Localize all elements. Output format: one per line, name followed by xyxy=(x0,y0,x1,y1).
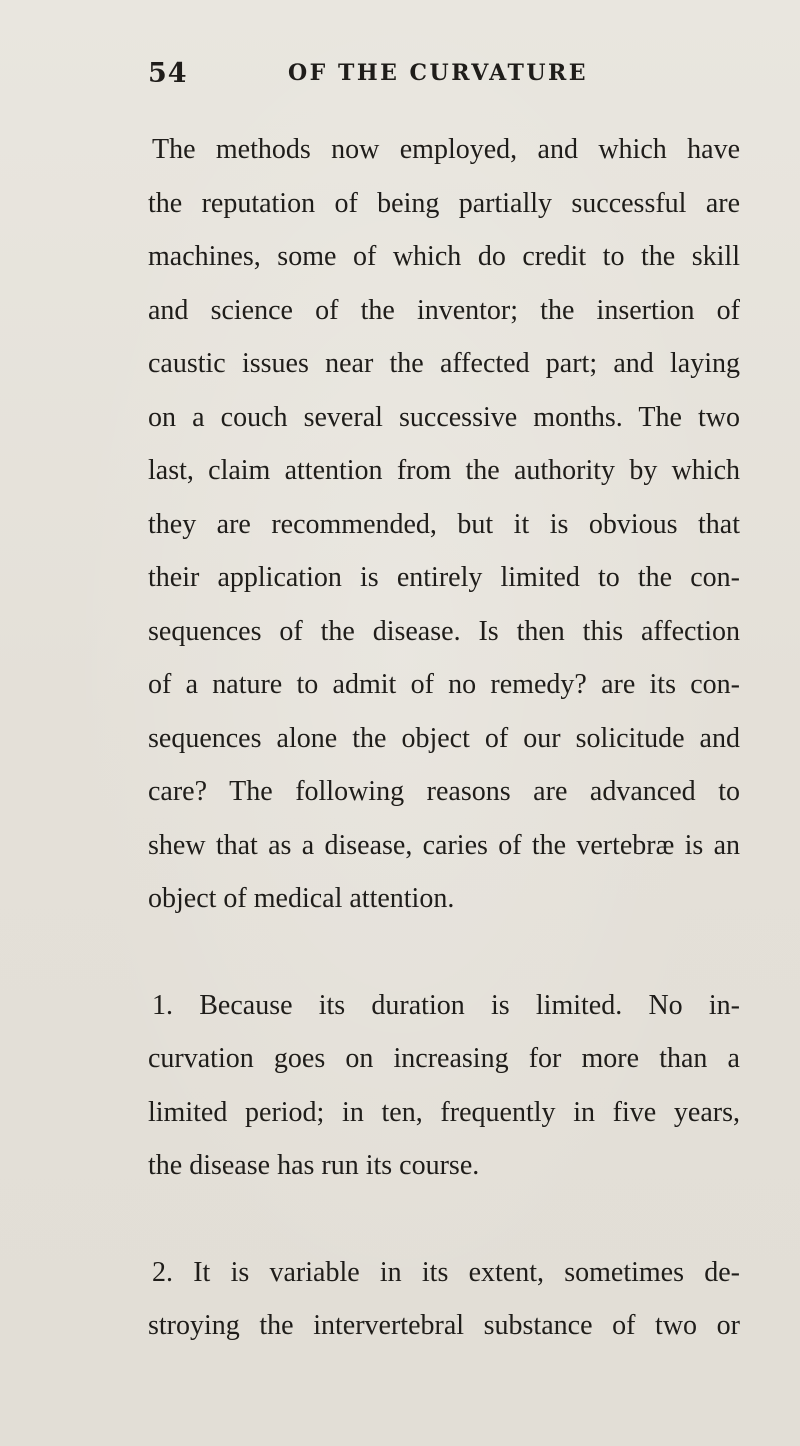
text-line: sequences of the disease. Is then this affection xyxy=(148,615,740,647)
page-number: 54 xyxy=(148,58,188,89)
text-line: machines, some of which do credit to the skill xyxy=(148,241,740,272)
text-line: of a nature to admit of no remedy? are its con- xyxy=(148,669,740,700)
text-line: their application is entirely limited to the con- xyxy=(148,562,740,593)
text-line: they are recommended, but it is obvious that xyxy=(148,508,740,540)
text-line: object of medical attention. xyxy=(148,883,455,914)
body-text xyxy=(148,123,740,1353)
paragraph-gap xyxy=(148,1193,740,1246)
paragraph-methods xyxy=(148,123,740,926)
text-line: shew that as a disease, caries of the vertebræ is an xyxy=(148,829,740,861)
paragraph-reason-2 xyxy=(148,1246,740,1353)
text-line: 2. It is variable in its extent, sometimes de- xyxy=(152,1256,740,1288)
text-line: the disease has run its course. xyxy=(148,1150,480,1181)
text-line: last, claim attention from the authority by which xyxy=(148,455,740,486)
text-line: 1. Because its duration is limited. No in- xyxy=(152,989,740,1021)
text-line: on a couch several successive months. The two xyxy=(148,401,740,433)
text-line: curvation goes on increasing for more than a xyxy=(148,1043,740,1074)
text-line: and science of the inventor; the insertion of xyxy=(148,294,740,326)
text-line: limited period; in ten, frequently in five years, xyxy=(148,1096,740,1128)
text-line: caustic issues near the affected part; and laying xyxy=(148,348,740,379)
text-line: stroying the intervertebral substance of two or xyxy=(148,1310,740,1341)
text-line: the reputation of being partially successful are xyxy=(148,187,740,219)
text-line: The methods now employed, and which have xyxy=(152,134,740,165)
paragraph-reason-1 xyxy=(148,979,740,1193)
text-line: sequences alone the object of our solicitude and xyxy=(148,722,740,754)
paragraph-gap xyxy=(148,926,740,979)
running-head: OF THE CURVATURE xyxy=(288,60,589,86)
page-header xyxy=(0,58,800,98)
text-line: care? The following reasons are advanced to xyxy=(148,776,740,807)
